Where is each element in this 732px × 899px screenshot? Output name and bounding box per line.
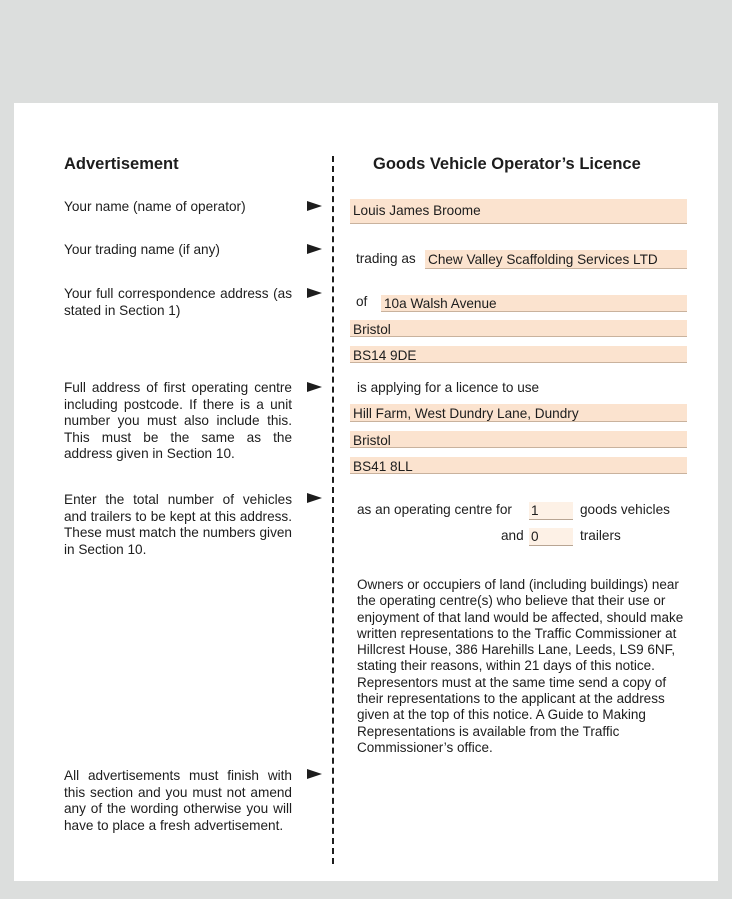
operating-centre-prefix: as an operating centre for xyxy=(357,502,512,517)
centre-postcode-field[interactable]: BS41 8LL xyxy=(350,457,687,474)
centre-line1-field[interactable]: Hill Farm, West Dundry Lane, Dundry xyxy=(350,404,687,422)
trailers-suffix: trailers xyxy=(580,528,621,543)
arrow-icon xyxy=(307,201,322,211)
arrow-icon xyxy=(307,288,322,298)
vehicles-count-field[interactable]: 1 xyxy=(529,502,573,520)
arrow-icon xyxy=(307,244,322,254)
address-line2-field[interactable]: Bristol xyxy=(350,320,687,337)
advertisement-heading: Advertisement xyxy=(64,155,179,173)
licence-heading: Goods Vehicle Operator’s Licence xyxy=(373,155,641,173)
operating-centre-label: Full address of first operating centre including postcode. If there is a unit number you must also include this. This must be the same as the address given in Section 10. xyxy=(64,380,292,461)
address-line1-field[interactable]: 10a Walsh Avenue xyxy=(381,295,687,312)
and-prefix: and xyxy=(501,528,524,543)
column-divider xyxy=(332,156,334,864)
final-section-label: All advertisements must finish with this section and you must not amend any of the wording otherwise you will have to place a fresh advertisement. xyxy=(64,768,292,833)
trailers-count-field[interactable]: 0 xyxy=(529,528,573,546)
arrow-icon xyxy=(307,493,322,503)
vehicles-suffix: goods vehicles xyxy=(580,502,670,517)
arrow-icon xyxy=(307,382,322,392)
representations-notice: Owners or occupiers of land (including buildings) near the operating centre(s) who believe that their use or enjoyment of that land would be affected, should make written representations to the Traffic Commissioner at Hillcrest House, 386 Harehills Lane, Leeds, LS9 6NF, stating their reasons, within 21 days of this notice. Representors must at the same time send a copy of their representations to the applicant at the address given at the top of this notice. A Guide to Making Representations is available from the Traffic Commissioner’s office. xyxy=(357,577,684,755)
arrow-icon xyxy=(307,769,322,779)
address-postcode-field[interactable]: BS14 9DE xyxy=(350,346,687,363)
trading-name-field[interactable]: Chew Valley Scaffolding Services LTD xyxy=(425,250,687,269)
operator-name-field[interactable]: Louis James Broome xyxy=(350,199,687,224)
applying-text: is applying for a licence to use xyxy=(357,380,540,395)
of-prefix: of xyxy=(356,294,368,309)
centre-line2-field[interactable]: Bristol xyxy=(350,431,687,448)
vehicles-label: Enter the total number of vehicles and trailers to be kept at this address. These must match the numbers given in Section 10. xyxy=(64,492,292,557)
address-label: Your full correspondence address (as stated in Section 1) xyxy=(64,286,292,318)
name-label: Your name (name of operator) xyxy=(64,199,246,214)
trading-as-prefix: trading as xyxy=(356,251,416,266)
trading-name-label: Your trading name (if any) xyxy=(64,242,220,257)
bottom-strip xyxy=(0,881,732,899)
